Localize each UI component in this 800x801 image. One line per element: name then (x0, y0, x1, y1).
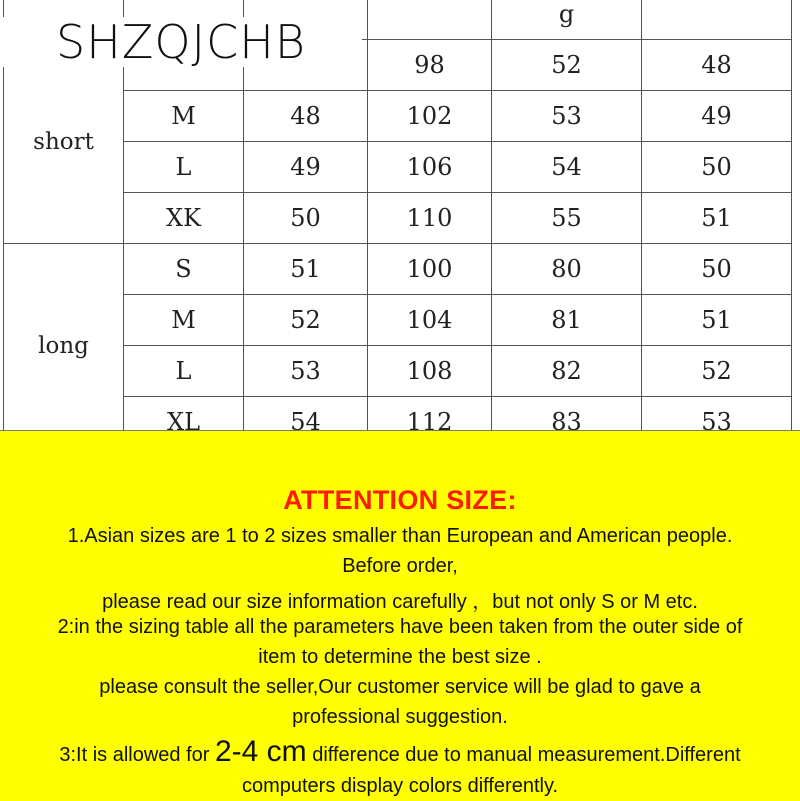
group-label-long: long (4, 244, 124, 431)
value-cell: 50 (244, 193, 368, 244)
size-cell: XK (124, 193, 244, 244)
value-cell: 80 (492, 244, 642, 295)
value-cell: 51 (642, 193, 792, 244)
value-cell: 54 (244, 397, 368, 431)
value-cell: 51 (642, 295, 792, 346)
value-cell: 48 (642, 40, 792, 91)
attention-line-2: Before order, (342, 555, 458, 577)
line8-prefix: 3:It is allowed for (59, 744, 215, 766)
value-cell: 50 (642, 244, 792, 295)
value-cell: 48 (244, 91, 368, 142)
attention-line-5: item to determine the best size . (258, 646, 542, 668)
attention-line-6: please consult the seller,Our customer service will be glad to gave a (99, 676, 701, 698)
attention-line-8 (0, 735, 800, 769)
group-label-short: short (4, 40, 124, 244)
value-cell: 81 (492, 295, 642, 346)
attention-line-3: please read our size information carefully ，but not only S or M etc. (102, 591, 698, 613)
value-cell: 110 (368, 193, 492, 244)
value-cell: 112 (368, 397, 492, 431)
attention-line-9: computers display colors differently. (241, 775, 559, 797)
value-cell: 54 (492, 142, 642, 193)
header-cell (368, 0, 492, 40)
attention-title: ATTENTION SIZE: (283, 485, 517, 515)
value-cell: 104 (368, 295, 492, 346)
attention-line-1: 1.Asian sizes are 1 to 2 sizes smaller than European and American people. (67, 525, 733, 547)
value-cell: 50 (642, 142, 792, 193)
value-cell: 53 (244, 346, 368, 397)
value-cell: 53 (492, 91, 642, 142)
table-row (4, 244, 792, 295)
size-cell: M (124, 295, 244, 346)
header-cell (642, 0, 792, 40)
size-cell: L (124, 346, 244, 397)
value-cell: 52 (642, 346, 792, 397)
value-cell: 55 (492, 193, 642, 244)
value-cell: 102 (368, 91, 492, 142)
value-cell: 49 (642, 91, 792, 142)
value-cell: 51 (244, 244, 368, 295)
value-cell: 83 (492, 397, 642, 431)
size-cell: S (124, 244, 244, 295)
value-cell: 82 (492, 346, 642, 397)
line8-suffix: difference due to manual measurement.Different (306, 744, 741, 766)
value-cell: 100 (368, 244, 492, 295)
tolerance-highlight: 2-4 cm (214, 735, 307, 768)
attention-line-7: professional suggestion. (292, 706, 508, 728)
attention-panel (0, 430, 800, 801)
size-cell: L (124, 142, 244, 193)
value-cell: 52 (244, 295, 368, 346)
value-cell: 52 (492, 40, 642, 91)
value-cell: 53 (642, 397, 792, 431)
value-cell: 108 (368, 346, 492, 397)
size-cell: M (124, 91, 244, 142)
value-cell: 49 (244, 142, 368, 193)
brand-watermark: SHZQJCHB (0, 17, 362, 67)
size-cell: XL (124, 397, 244, 431)
value-cell: 106 (368, 142, 492, 193)
attention-line-4: 2:in the sizing table all the parameters have been taken from the outer side of (57, 616, 743, 638)
header-cell: g (492, 0, 642, 40)
value-cell: 98 (368, 40, 492, 91)
